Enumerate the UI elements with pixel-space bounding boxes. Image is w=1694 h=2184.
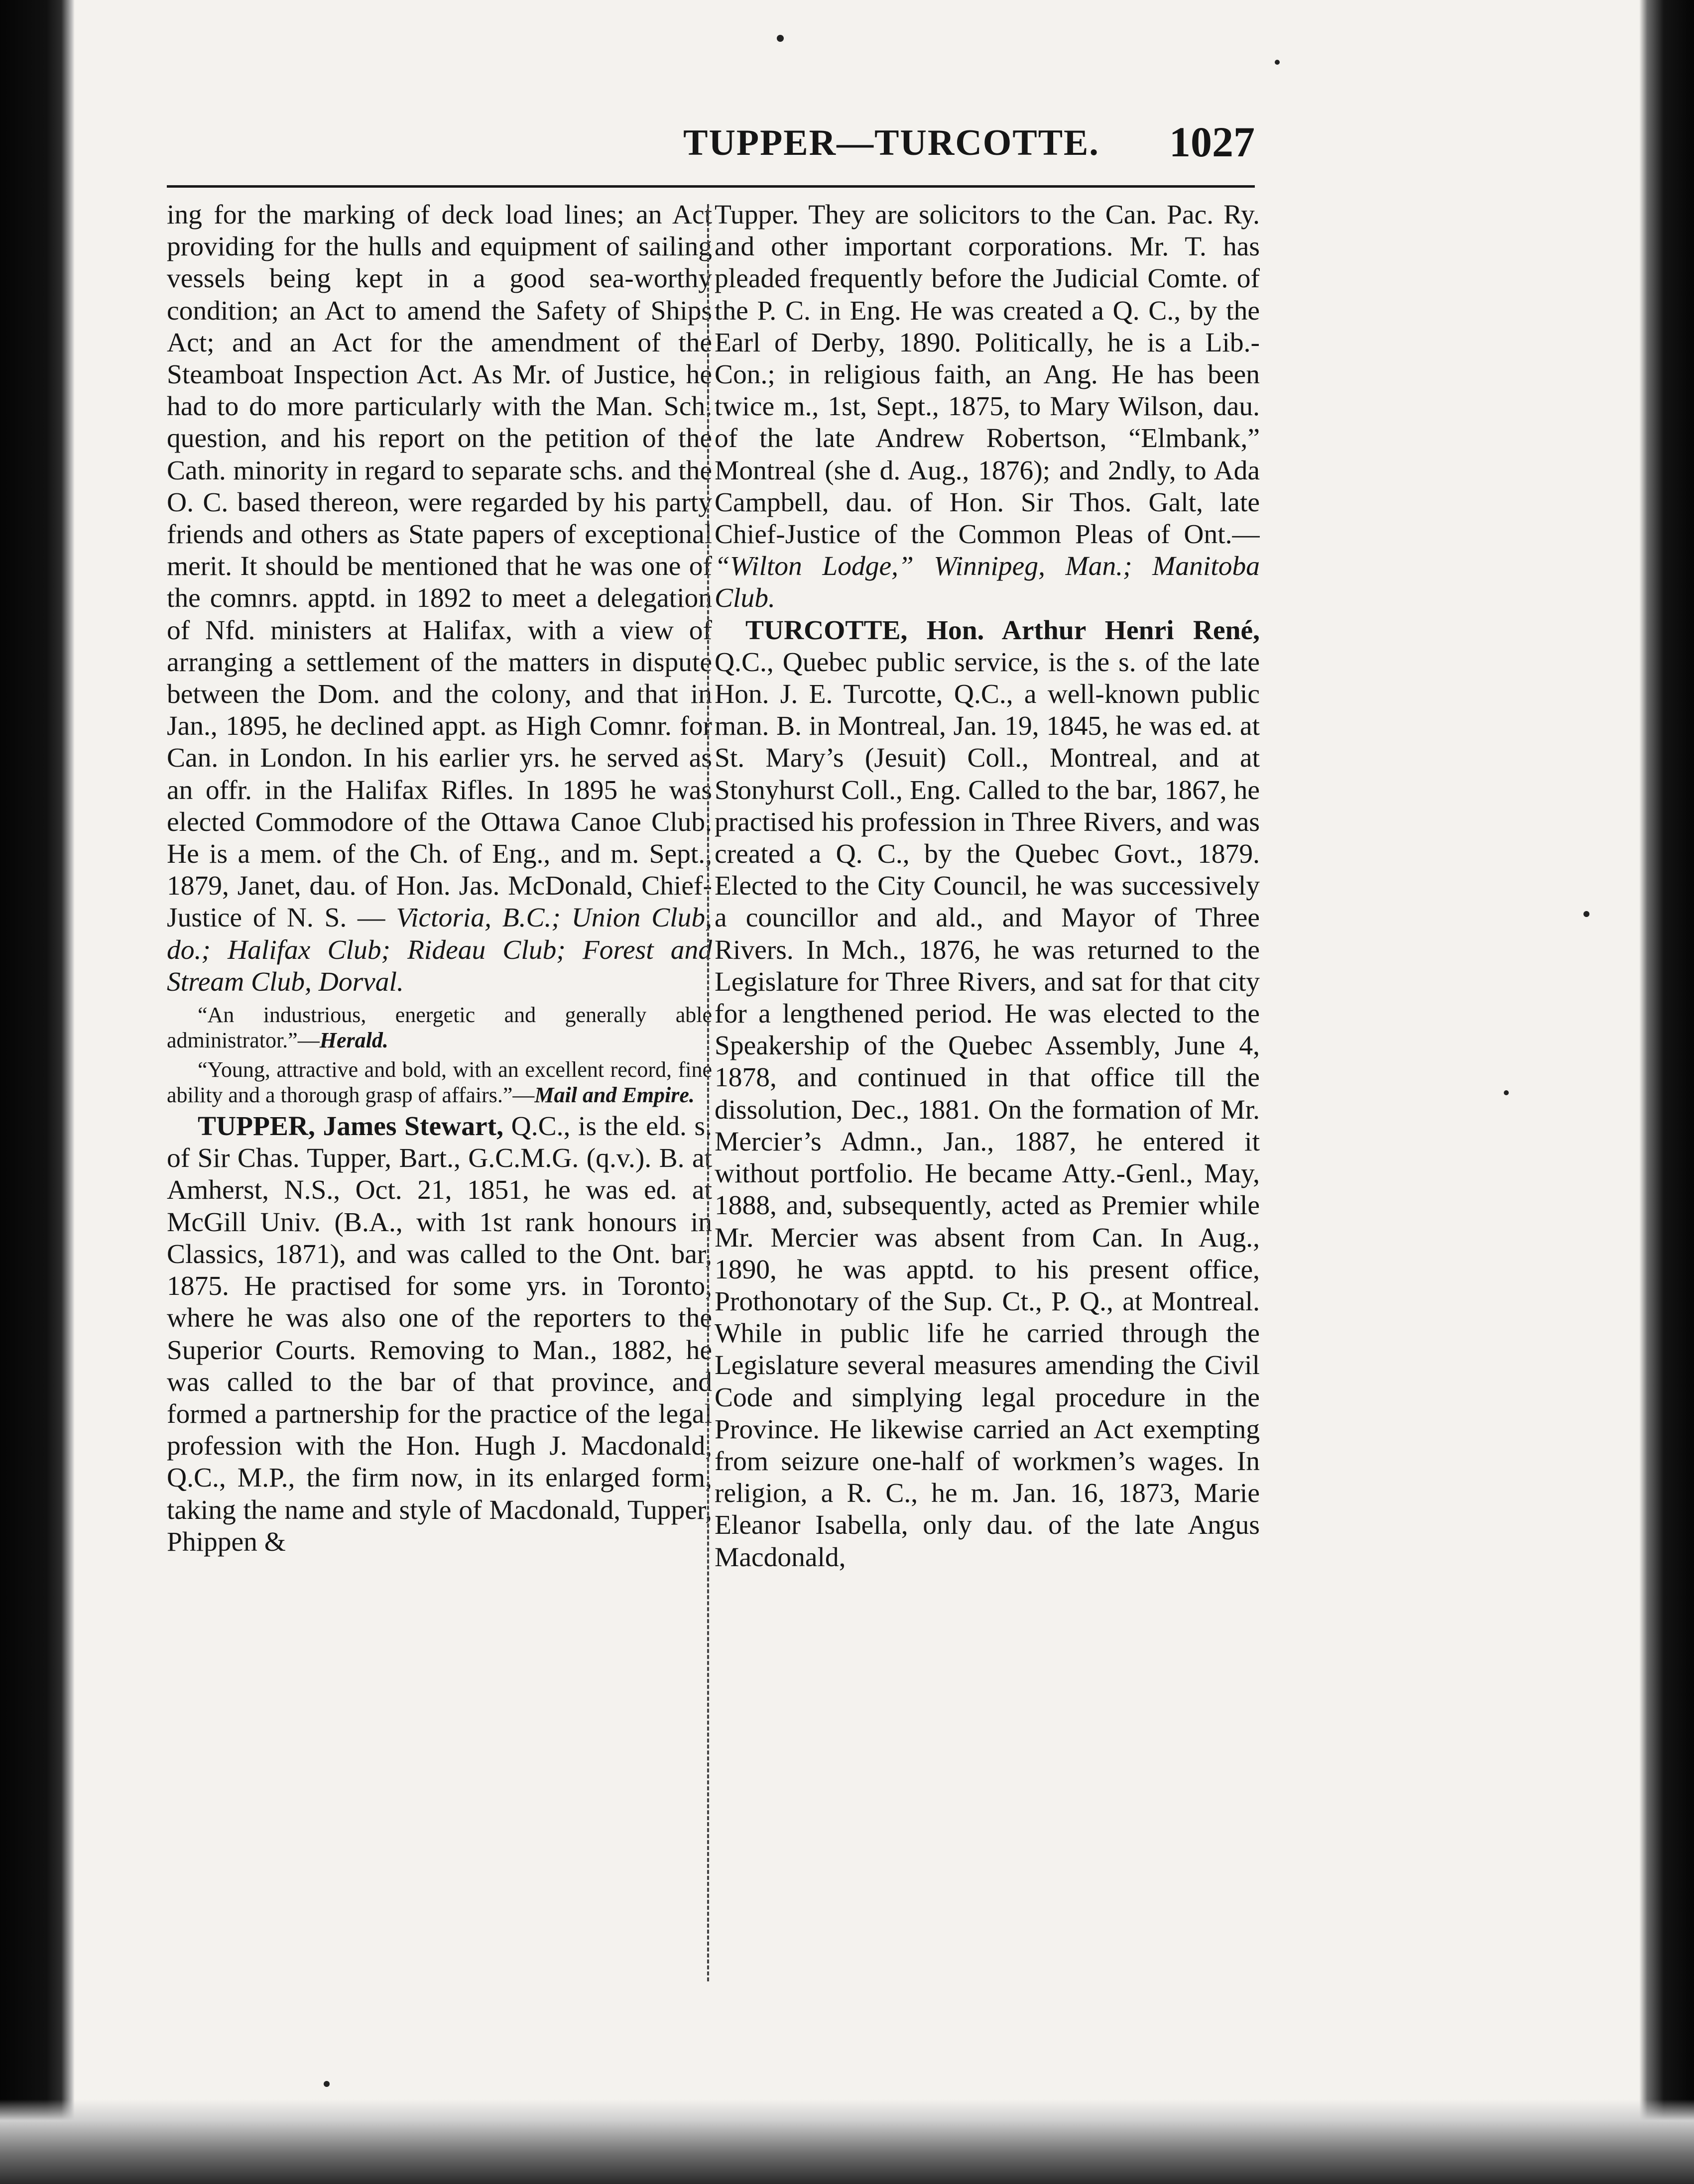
right-column [715,199,1260,1981]
header-rule [167,185,1255,188]
address-text: Victoria, B.C.; Union Club, do.; Halifax Club; Rideau Club; Forest and Stream Club, Dorval. [167,903,712,997]
body-text: ing for the marking of deck load lines; an Act providing for the hulls and equipment of sailing vessels being kept in a good sea-worthy condition; an Act to amend the Safety of Ships Act; and an Act for the amendment of the Steamboat Inspection Act. As Mr. of Justice, he had to do more particularly with the Man. Sch. question, and his report on the petition of the Cath. minority in regard to separate schs. and the O. C. based thereon, were regarded by his party friends and others as State papers of exceptional merit. It should be mentioned that he was one of the comnrs. apptd. in 1892 to meet a delegation of Nfd. ministers at Halifax, with a view of arranging a settlement of the matters in dispute between the Dom. and the colony, and that in Jan., 1895, he declined appt. as High Comnr. for Can. in London. In his earlier yrs. he served as an offr. in the Halifax Rifles. In 1895 he was elected Commodore of the Ottawa Canoe Club. He is a mem. of the Ch. of Eng., and m. Sept., 1879, Janet, dau. of Hon. Jas. McDonald, Chief-Justice of N. S. — [167,200,712,933]
scan-border-bottom [0,2099,1694,2184]
press-quote [167,1002,712,1053]
page-number: 1027 [1169,118,1255,166]
scan-speck [324,2081,330,2087]
entry-text: Q.C., Quebec public service, is the s. of the late Hon. J. E. Turcotte, Q.C., a well-known public man. B. in Montreal, Jan. 19, 1845, he was ed. at St. Mary’s (Jesuit) Coll., Montreal, and at Stonyhurst Coll., Eng. Called to the bar, 1867, he practised his profession in Three Rivers, and was created a Q. C., by the Quebec Govt., 1879. Elected to the City Council, he was successively a councillor and ald., and Mayor of Three Rivers. In Mch., 1876, he was returned to the Legislature for Three Rivers, and sat for that city for a lengthened period. He was elected to the Speakership of the Quebec Assembly, June 4, 1878, and continued in that office till the dissolution, Dec., 1881. On the formation of Mr. Mercier’s Admn., Jan., 1887, he entered it without portfolio. He became Atty.-Genl., May, 1888, and, subsequently, acted as Premier while Mr. Mercier was absent from Can. In Aug., 1890, he was apptd. to his present office, Prothonotary of the Sup. Ct., P. Q., at Montreal. While in public life he carried through the Legislature several measures amending the Civil Code and simplying legal procedure in the Province. He likewise carried an Act exempting from seizure one-half of workmen’s wages. In religion, a R. C., he m. Jan. 16, 1873, Marie Eleanor Isabella, only dau. of the late Angus Macdonald, [715,647,1260,1573]
biography-entry [167,1111,712,1558]
paragraph [167,199,712,998]
entry-text: Q.C., is the eld. s. of Sir Chas. Tupper, Bart., G.C.M.G. (q.v.). B. at Amherst, N.S., Oct. 21, 1851, he was ed. at McGill Univ. (B.A., with 1st rank honours in Classics, 1871), and was called to the Ont. bar, 1875. He practised for some yrs. in Toronto, where he was also one of the reporters to the Superior Courts. Removing to Man., 1882, he was called to the bar of that province, and formed a partnership for the practice of the legal profession with the Hon. Hugh J. Macdonald, Q.C., M.P., the firm now, in its enlarged form, taking the name and style of Macdonald, Tupper, Phippen & [167,1111,712,1557]
scan-speck [1275,60,1280,65]
press-quote [167,1057,712,1108]
quote-source: Herald. [319,1028,388,1053]
paragraph [715,199,1260,615]
body-text: Tupper. They are solicitors to the Can. Pac. Ry. and other important corporations. Mr. T. has pleaded frequently before the Judicial Comte. of the P. C. in Eng. He was created a Q. C., by the Earl of Derby, 1890. Politically, he is a Lib.-Con.; in religious faith, an Ang. He has been twice m., 1st, Sept., 1875, to Mary Wilson, dau. of the late Andrew Robertson, “Elmbank,” Montreal (she d. Aug., 1876); and 2ndly, to Ada Campbell, dau. of Hon. Sir Thos. Galt, late Chief-Justice of the Common Pleas of Ont.— [715,200,1260,550]
scan-border-left [0,0,75,2184]
left-column [167,199,712,1981]
quote-text: “Young, attractive and bold, with an excellent record, fine ability and a thorough grasp of affairs.”— [167,1057,712,1108]
biography-entry [715,615,1260,1574]
quote-source: Mail and Empire. [534,1083,695,1108]
scan-speck [1504,1090,1509,1095]
entry-name: TUPPER, James Stewart, [198,1111,503,1142]
running-head: TUPPER—TURCOTTE. [683,122,1099,163]
entry-name: TURCOTTE, Hon. Arthur Henri René, [745,615,1260,646]
scan-speck [1583,911,1589,917]
quote-text: “An industrious, energetic and generally able administrator.”— [167,1003,712,1053]
scan-border-right [1639,0,1694,2184]
column-divider [707,204,709,1981]
address-text: “Wilton Lodge,” Winnipeg, Man.; Manitoba Club. [715,551,1260,614]
scan-speck [777,35,784,42]
